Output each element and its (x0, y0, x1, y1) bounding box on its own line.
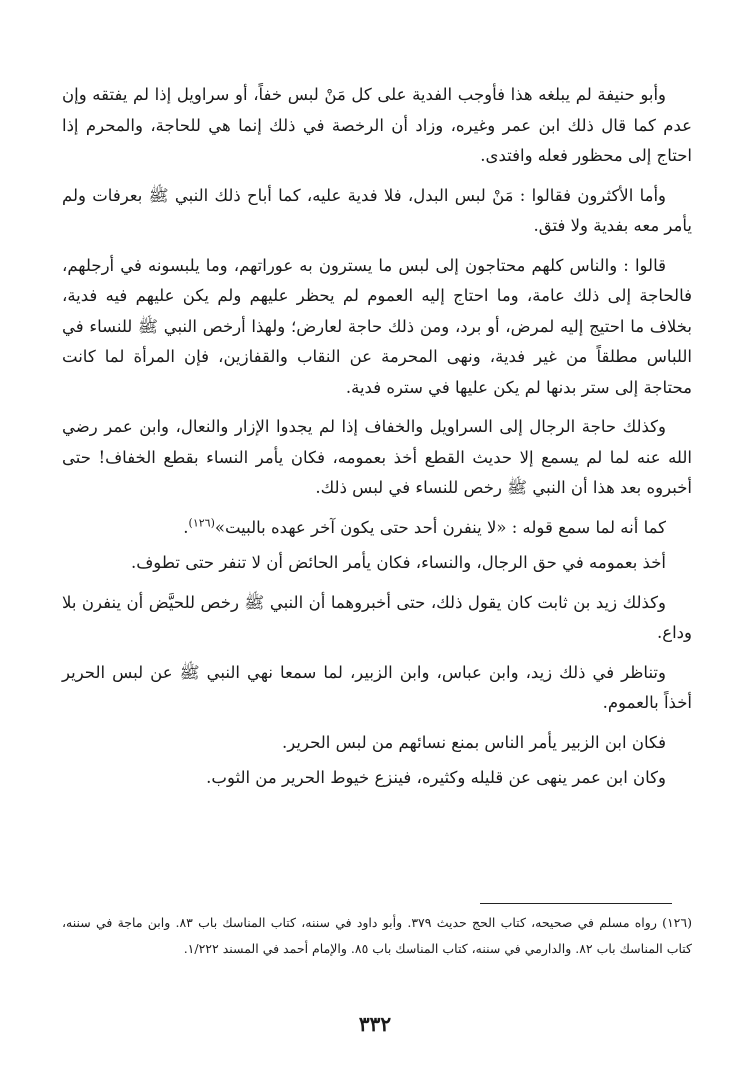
paragraph: قالوا : والناس كلهم محتاجون إلى لبس ما يسترون به عوراتهم، وما يلبسونه في أرجلهم، فالحاجة إلى ذلك عامة، وما احتاج إليه العموم لم يحظر عليهم ولم يكن عليهم فيه فدية، بخلاف ما احتيج إليه لمرض، أو برد، ومن ذلك حاجة لعارض؛ ولهذا أرخص النبي ﷺ للنساء في اللباس مطلقاً من غير فدية، ونهى المحرمة عن النقاب والقفازين، فإن المرأة لما كانت محتاجة إلى ستر بدنها لم يكن عليها في ستره فدية. (62, 255, 692, 397)
paragraph: وأما الأكثرون فقالوا : مَنْ لبس البدل، فلا فدية عليه، كما أباح ذلك النبي ﷺ بعرفات ولم يأمر معه بفدية ولا فتق. (62, 185, 692, 235)
quote-paragraph (62, 513, 692, 544)
paragraph: وكذلك حاجة الرجال إلى السراويل والخفاف إذا لم يجدوا الإزار والنعال، وابن عمر رضي الله عنه لما لم يسمع إلا حديث القطع أخذ بعمومه، فكان يأمر النساء بقطع الخفاف! حتى أخبروه بعد هذا أن النبي ﷺ رخص للنساء في لبس ذلك. (62, 417, 692, 497)
paragraph: وكذلك زيد بن ثابت كان يقول ذلك، حتى أخبروهما أن النبي ﷺ رخص للحيَّض أن ينفرن بلا وداع. (62, 592, 692, 642)
footnote: (١٢٦) رواه مسلم في صحيحه، كتاب الحج حديث ٣٧٩. وأبو داود في سننه، كتاب المناسك باب ٨٣. وابن ماجة في سننه، كتاب المناسك باب ٨٢. والدارمي في سننه، كتاب المناسك باب ٨٥. والإمام أحمد في المسند ١/٢٢٢. (62, 915, 692, 956)
quote-text: كما أنه لما سمع قوله : «لا ينفرن أحد حتى يكون آخر عهده بالبيت» (214, 517, 666, 537)
page-body (62, 80, 692, 799)
paragraph: وكان ابن عمر ينهى عن قليله وكثيره، فينزع خيوط الحرير من الثوب. (206, 768, 666, 787)
quote-end: . (183, 517, 189, 537)
paragraph: أخذ بعمومه في حق الرجال، والنساء، فكان يأمر الحائض أن لا تنفر حتى تطوف. (130, 553, 666, 572)
footnote-divider (480, 903, 672, 904)
page-number: ٣٣٢ (358, 1012, 392, 1036)
footnote-reference[interactable]: (١٢٦) (188, 516, 215, 529)
paragraph: فكان ابن الزبير يأمر الناس بمنع نسائهم من لبس الحرير. (282, 732, 666, 752)
paragraph: وأبو حنيفة لم يبلغه هذا فأوجب الفدية على كل مَنْ لبس خفاً، أو سراويل إذا لم يفتقه وإن عدم كما قال ذلك ابن عمر وغيره، وزاد أن الرخصة في ذلك إنما هي للحاجة، والمحرم إذا احتاج إلى محظور فعله وافتدى. (62, 85, 692, 165)
paragraph: وتناظر في ذلك زيد، وابن عباس، وابن الزبير، لما سمعا نهي النبي ﷺ عن لبس الحرير أخذاً بالعموم. (62, 662, 692, 712)
